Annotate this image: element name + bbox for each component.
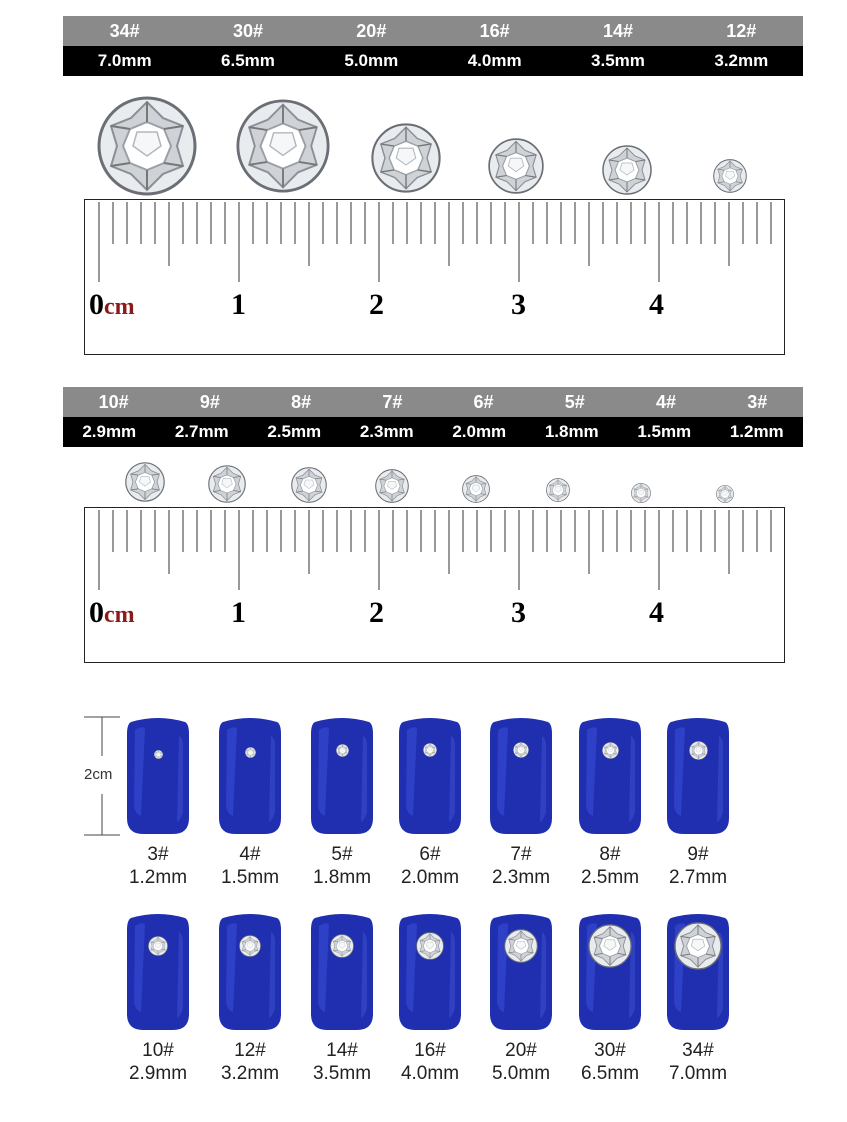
rhinestone xyxy=(689,741,708,765)
rhinestone xyxy=(371,123,441,198)
size-mm-row xyxy=(63,417,803,447)
rhinestone xyxy=(148,936,168,961)
nail-sample xyxy=(653,912,743,1085)
nail-size-label: 7# xyxy=(510,844,532,865)
rhinestone xyxy=(208,465,246,508)
rhinestone xyxy=(631,483,651,508)
size-label: 14# xyxy=(602,20,633,41)
nail-mm-label: 2.7mm xyxy=(668,867,728,888)
ruler-mark-1: 1 xyxy=(231,288,246,321)
rhinestone-icon xyxy=(375,469,409,503)
nail-sample xyxy=(476,716,566,889)
nail-mm-label: 2.3mm xyxy=(491,867,551,888)
nail-mm-label: 2.9mm xyxy=(128,1063,188,1084)
nail-sample xyxy=(297,716,387,889)
nail-size-label: 10# xyxy=(142,1040,174,1061)
rhinestone-icon xyxy=(713,159,747,193)
rhinestone-icon xyxy=(371,123,441,193)
nail-size-label: 3# xyxy=(147,844,169,865)
rhinestone xyxy=(375,469,409,508)
ruler-ticks xyxy=(85,200,786,356)
rhinestone-row-top xyxy=(84,96,785,200)
size-number-row xyxy=(63,16,803,46)
rhinestone-icon xyxy=(336,744,349,757)
ruler-mark-4: 4 xyxy=(649,288,664,321)
size-label: 8# xyxy=(291,391,312,412)
mm-label: 2.9mm xyxy=(82,422,137,441)
mm-label: 4.0mm xyxy=(467,51,522,70)
nail-size-label: 8# xyxy=(599,844,621,865)
size-label: 10# xyxy=(98,391,129,412)
ruler-unit: cm xyxy=(104,294,135,320)
ruler-zero: 0 xyxy=(89,596,104,629)
nail-icon xyxy=(113,716,203,838)
rhinestone xyxy=(588,924,632,973)
ruler-zero: 0 xyxy=(89,288,104,321)
rhinestone-icon xyxy=(716,485,734,503)
size-mm-row xyxy=(63,46,803,76)
rhinestone xyxy=(504,929,538,968)
rhinestone xyxy=(236,99,330,198)
rhinestone xyxy=(291,467,327,508)
nail-icon xyxy=(653,716,743,838)
rhinestone-icon xyxy=(239,935,261,957)
scale-label: 2cm xyxy=(84,766,113,783)
size-label: 3# xyxy=(747,391,768,412)
size-label: 9# xyxy=(199,391,220,412)
rhinestone-icon xyxy=(416,932,444,960)
rhinestone xyxy=(330,934,354,963)
nail-sample xyxy=(385,716,475,889)
size-label: 7# xyxy=(382,391,403,412)
nail-sample xyxy=(297,912,387,1085)
rhinestone-icon xyxy=(504,929,538,963)
ruler-mark-1: 1 xyxy=(231,596,246,629)
size-label: 34# xyxy=(109,20,140,41)
rhinestone-icon xyxy=(689,741,708,760)
rhinestone-icon xyxy=(488,138,544,194)
nail-mm-label: 5.0mm xyxy=(491,1063,551,1084)
ruler-zero-label xyxy=(89,288,135,322)
rhinestone xyxy=(546,478,570,507)
mm-label: 1.5mm xyxy=(637,422,692,441)
mm-label: 1.2mm xyxy=(729,422,784,441)
rhinestone xyxy=(462,475,490,508)
rhinestone-icon xyxy=(546,478,570,502)
rhinestone-icon xyxy=(245,747,256,758)
nail-sample xyxy=(653,716,743,889)
rhinestone-icon xyxy=(154,750,163,759)
nail-icon xyxy=(385,912,475,1034)
nail-sample xyxy=(113,912,203,1085)
rhinestone xyxy=(416,932,444,965)
nail-size-label: 9# xyxy=(687,844,709,865)
rhinestone-icon xyxy=(462,475,490,503)
size-label: 4# xyxy=(656,391,677,412)
nail-mm-label: 1.8mm xyxy=(312,867,372,888)
nail-size-label: 14# xyxy=(326,1040,358,1061)
nail-sample xyxy=(565,912,655,1085)
ruler-mark-3: 3 xyxy=(511,596,526,629)
nail-icon xyxy=(113,912,203,1034)
nail-icon xyxy=(565,716,655,838)
rhinestone-icon xyxy=(602,742,619,759)
nail-mm-label: 3.2mm xyxy=(220,1063,280,1084)
mm-label: 2.7mm xyxy=(174,422,229,441)
rhinestone-icon xyxy=(602,145,652,195)
nail-size-label: 5# xyxy=(331,844,353,865)
rhinestone-icon xyxy=(125,462,165,502)
nail-mm-label: 2.5mm xyxy=(580,867,640,888)
rhinestone xyxy=(125,462,165,507)
nail-mm-label: 1.2mm xyxy=(128,867,188,888)
rhinestone-icon xyxy=(674,922,722,970)
size-label: 30# xyxy=(232,20,264,41)
nail-mm-label: 3.5mm xyxy=(312,1063,372,1084)
nail-size-label: 4# xyxy=(239,844,261,865)
ruler-ticks xyxy=(85,508,786,664)
nail-icon xyxy=(297,912,387,1034)
rhinestone-icon xyxy=(330,934,354,958)
nail-size-label: 34# xyxy=(682,1040,714,1061)
mm-label: 2.5mm xyxy=(267,422,322,441)
nail-icon xyxy=(476,716,566,838)
size-label: 5# xyxy=(564,391,585,412)
nail-mm-label: 6.5mm xyxy=(580,1063,640,1084)
size-chart-bottom xyxy=(63,387,803,447)
rhinestone xyxy=(245,745,256,763)
ruler-top xyxy=(84,199,785,355)
size-label: 16# xyxy=(479,20,510,41)
rhinestone-icon xyxy=(423,743,437,757)
nail-size-label: 12# xyxy=(234,1040,266,1061)
nail-sample xyxy=(113,716,203,889)
rhinestone xyxy=(97,96,197,201)
rhinestone-icon xyxy=(148,936,168,956)
mm-label: 7.0mm xyxy=(97,51,152,70)
nail-size-label: 30# xyxy=(594,1040,626,1061)
rhinestone xyxy=(602,742,619,764)
mm-label: 3.5mm xyxy=(591,51,645,70)
rhinestone-icon xyxy=(97,96,197,196)
rhinestone xyxy=(716,485,734,508)
nail-icon xyxy=(385,716,475,838)
nail-icon xyxy=(297,716,387,838)
rhinestone xyxy=(513,742,529,763)
size-label: 12# xyxy=(726,20,757,41)
rhinestone-icon xyxy=(291,467,327,503)
rhinestone-icon xyxy=(236,99,330,193)
nail-size-label: 6# xyxy=(419,844,441,865)
ruler-bottom xyxy=(84,507,785,663)
size-chart-top xyxy=(63,16,803,76)
mm-label: 5.0mm xyxy=(344,51,399,70)
ruler-zero-label xyxy=(89,596,135,630)
nail-sample xyxy=(476,912,566,1085)
rhinestone xyxy=(713,159,747,198)
nail-size-label: 20# xyxy=(505,1040,537,1061)
rhinestone-icon xyxy=(513,742,529,758)
nail-sample xyxy=(385,912,475,1085)
ruler-mark-2: 2 xyxy=(369,596,384,629)
nail-icon xyxy=(205,912,295,1034)
ruler-mark-3: 3 xyxy=(511,288,526,321)
mm-label: 2.3mm xyxy=(359,422,414,441)
nail-size-label: 16# xyxy=(414,1040,446,1061)
nail-mm-label: 2.0mm xyxy=(400,867,460,888)
nail-mm-label: 1.5mm xyxy=(220,867,280,888)
rhinestone xyxy=(423,743,437,762)
size-number-row xyxy=(63,387,803,417)
ruler-mark-2: 2 xyxy=(369,288,384,321)
rhinestone xyxy=(674,922,722,975)
ruler-unit: cm xyxy=(104,602,135,628)
nail-sample xyxy=(205,912,295,1085)
nail-sample xyxy=(205,716,295,889)
mm-label: 3.2mm xyxy=(714,51,769,70)
rhinestone xyxy=(602,145,652,200)
mm-label: 6.5mm xyxy=(221,51,275,70)
rhinestone xyxy=(154,746,163,764)
size-label: 20# xyxy=(356,20,387,41)
rhinestone-icon xyxy=(208,465,246,503)
mm-label: 2.0mm xyxy=(452,422,507,441)
rhinestone-icon xyxy=(588,924,632,968)
nail-sample xyxy=(565,716,655,889)
ruler-mark-4: 4 xyxy=(649,596,664,629)
mm-label: 1.8mm xyxy=(544,422,599,441)
rhinestone xyxy=(488,138,544,199)
rhinestone-icon xyxy=(631,483,651,503)
rhinestone-row-bottom xyxy=(84,458,785,508)
nail-mm-label: 7.0mm xyxy=(668,1063,728,1084)
size-label: 6# xyxy=(473,391,494,412)
nail-mm-label: 4.0mm xyxy=(400,1063,460,1084)
rhinestone xyxy=(239,935,261,962)
nail-icon xyxy=(205,716,295,838)
rhinestone xyxy=(336,744,349,762)
